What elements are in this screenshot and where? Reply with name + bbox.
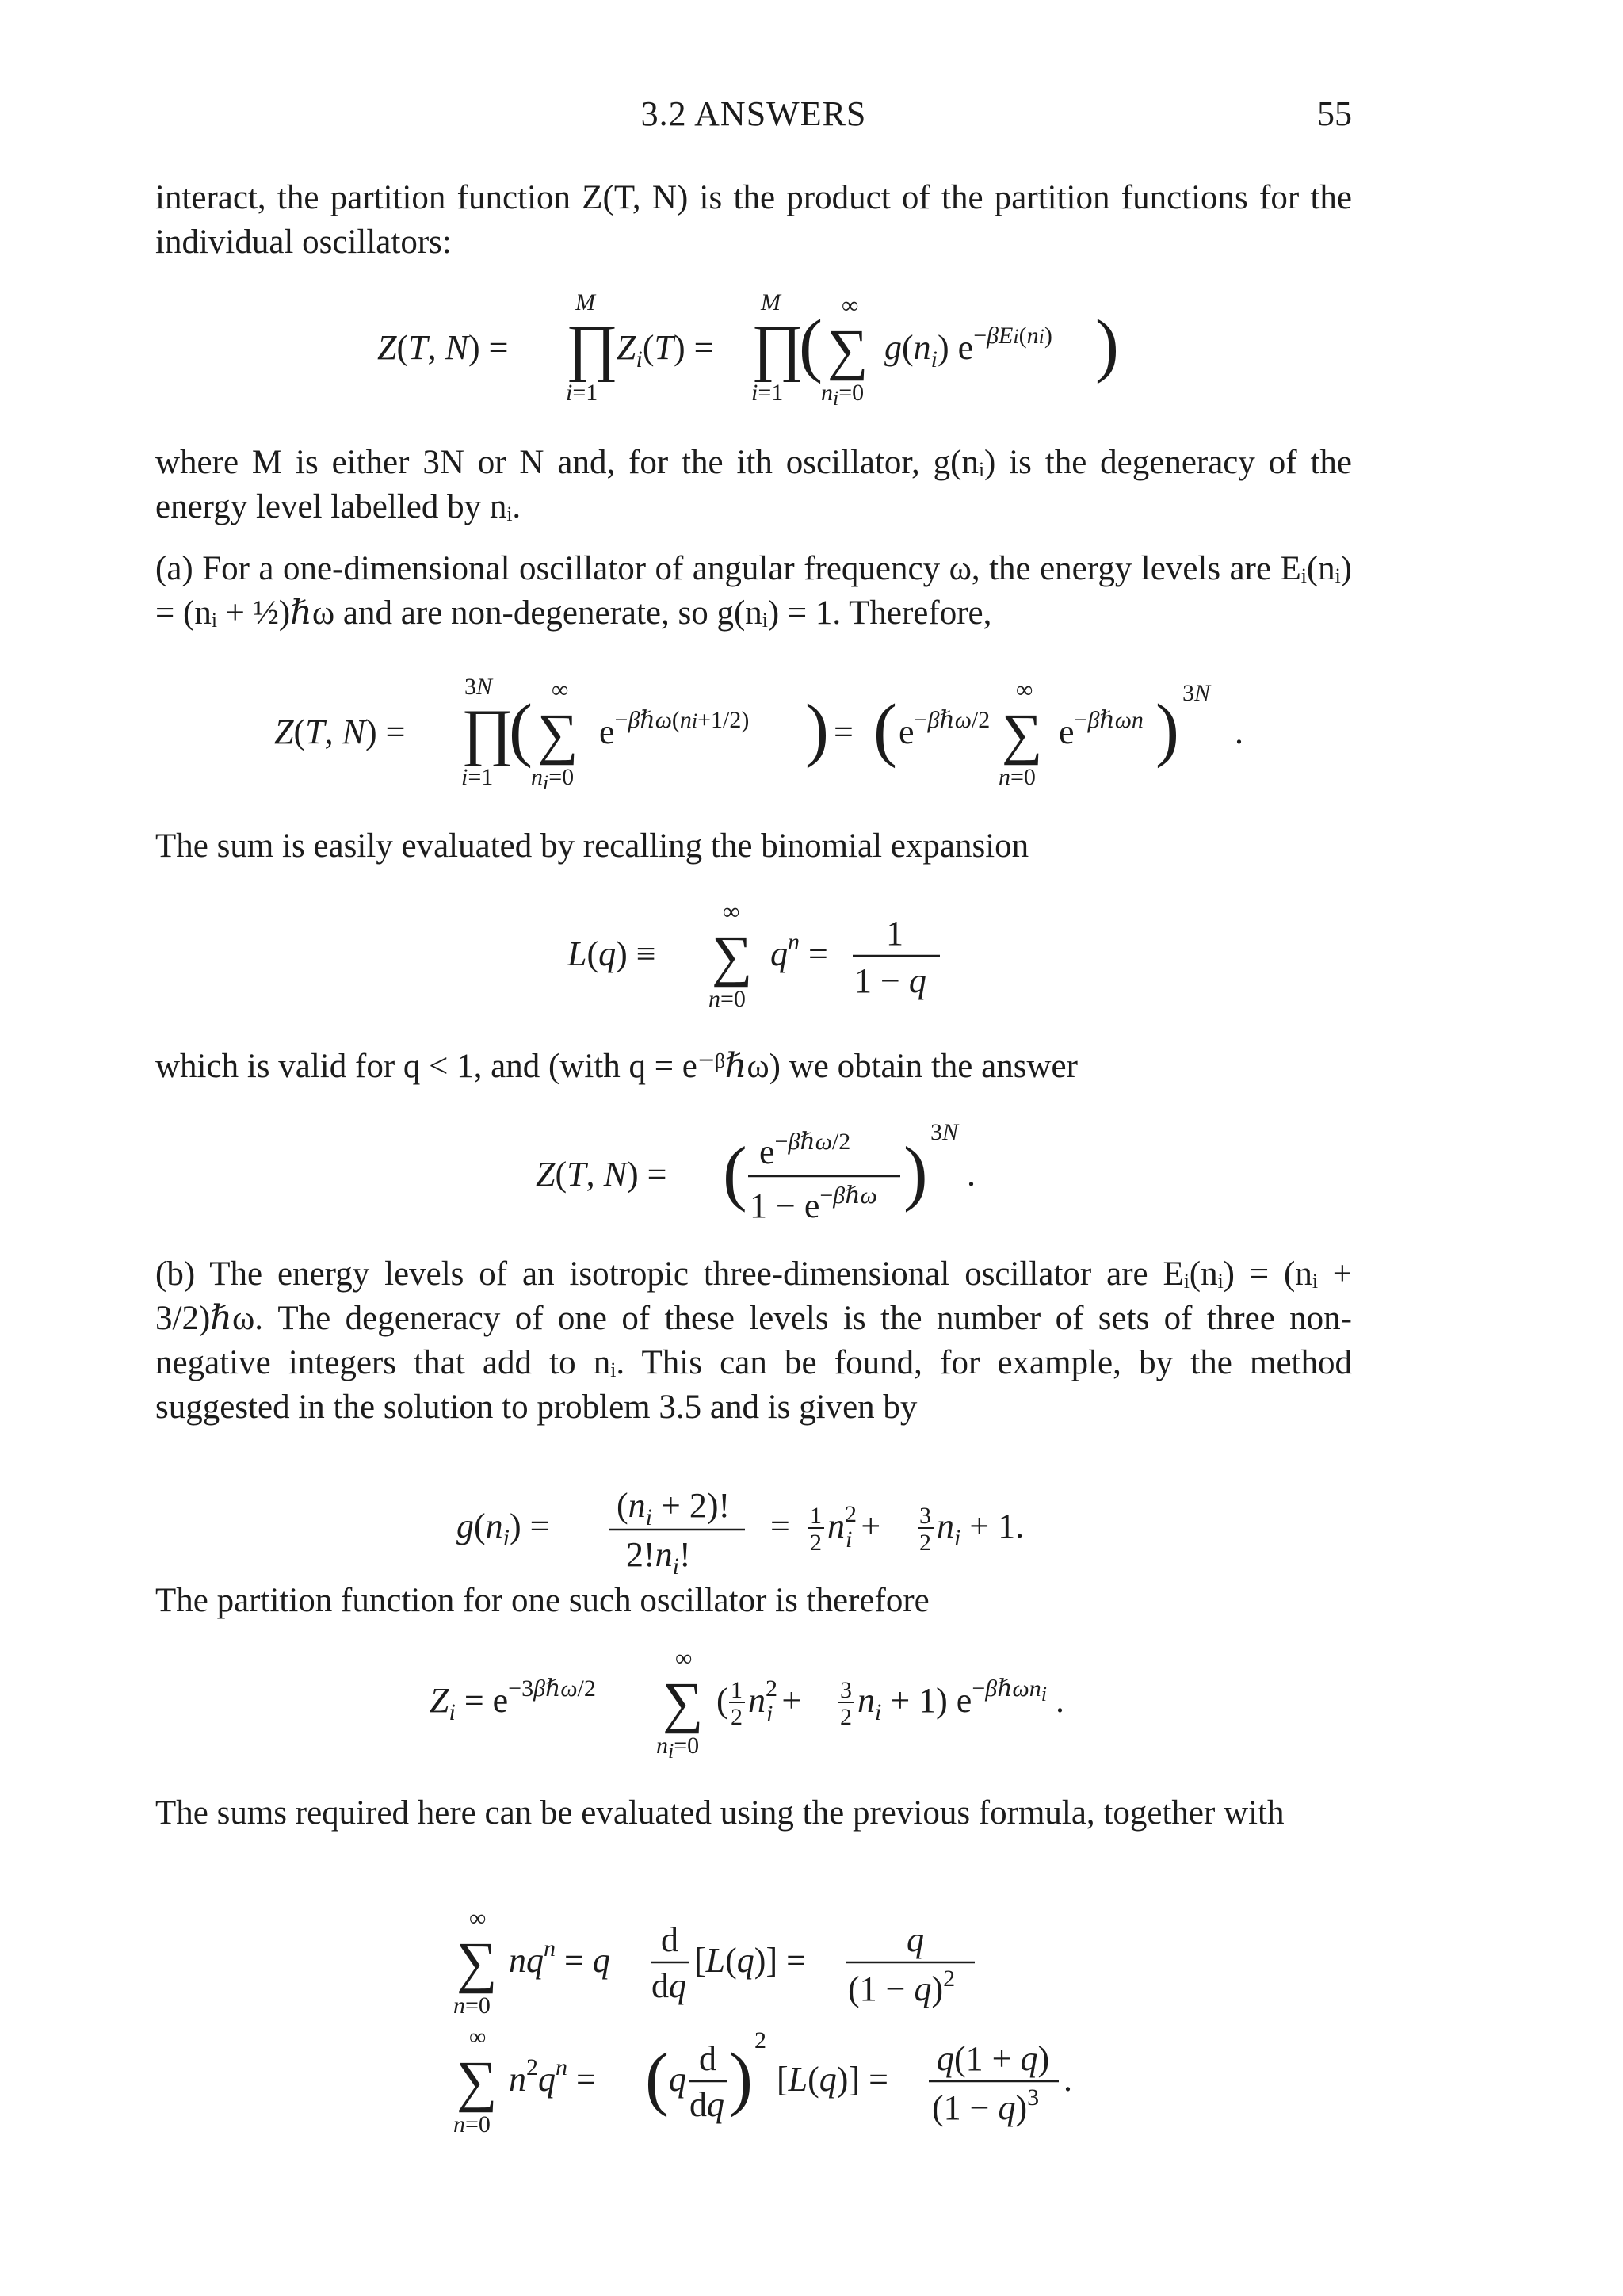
- svg-text:(: (: [509, 690, 533, 769]
- svg-text:g(ni) =: $g(n_i)$ =: [456, 1507, 550, 1551]
- svg-text:∞: ∞: [469, 2024, 487, 2050]
- paragraph-part-b: (b) The energy levels of an isotropic three-dimensional oscillator are Eᵢ(nᵢ) = (nᵢ + 3/2)ℏω. The degeneracy of one of these levels is the number of sets of three non-negative integers that add to nᵢ. This can be found, for example, by the method suggested in the solution to problem 3.5 and is given by: [155, 1255, 1352, 1426]
- svg-text:ni + 1) e−βℏωni .: $n_i + 1$) e−βℏωni .: [857, 1675, 1064, 1725]
- svg-text:q: q: [669, 2060, 686, 2099]
- svg-text:∑: ∑: [456, 2050, 498, 2113]
- svg-text:): ): [805, 690, 829, 769]
- equation-one-dim-partition: [155, 674, 1352, 793]
- svg-text:.: .: [1235, 712, 1243, 751]
- svg-text:Z(T, N) =: Z(T, N) =: [536, 1155, 667, 1194]
- svg-text:n2i +: $n^2$ i +: [827, 1501, 881, 1553]
- equation-second-moment: [155, 2021, 1352, 2148]
- svg-text:ni + 1.: $n_i + 1$.: [937, 1507, 1025, 1551]
- svg-text:∑: ∑: [456, 1931, 498, 1994]
- svg-text:∞: ∞: [723, 899, 740, 925]
- svg-text:2: 2: [840, 1704, 852, 1730]
- svg-text:n=0: n=0: [999, 764, 1036, 790]
- svg-text:e−βℏωn: e−βℏωn: [1059, 707, 1144, 751]
- svg-text:1: 1: [810, 1503, 822, 1529]
- svg-text:1 − q: 1 − q: [854, 961, 926, 1000]
- svg-text:3N: 3N: [1182, 680, 1211, 706]
- svg-text:M: M: [761, 289, 781, 315]
- svg-text:e−βℏω/2: e−βℏω/2: [759, 1129, 851, 1171]
- svg-text:∞: ∞: [552, 677, 569, 703]
- svg-text:=: =: [770, 1507, 790, 1545]
- svg-text:dq: dq: [651, 1966, 686, 2005]
- page-number: 55: [1317, 94, 1352, 133]
- running-head: 3.2 ANSWERS: [640, 94, 867, 133]
- svg-text:2: 2: [731, 1704, 743, 1730]
- svg-text:[L(q)] =: [L(q)] =: [694, 1941, 806, 1980]
- svg-text:Zi = e−3βℏω/2: $Z_i$ = $e^{-3}\beta\hbar\omega/2$: [430, 1675, 596, 1725]
- svg-text:ni=0: ni=0: [656, 1733, 700, 1763]
- svg-text:∏: ∏: [461, 697, 514, 767]
- svg-text:(: (: [716, 1681, 728, 1720]
- svg-text:i=1: i=1: [461, 764, 494, 790]
- svg-text:3: 3: [919, 1503, 931, 1529]
- paragraph-partition-one: The partition function for one such oscillator is therefore: [155, 1582, 930, 1619]
- paragraph-binomial: The sum is easily evaluated by recalling the binomial expansion: [155, 827, 1029, 865]
- page-header: [155, 94, 1352, 141]
- paragraph-intro: interact, the partition function Z(T, N) is the product of the partition functions for the individual oscillators:: [155, 179, 1352, 261]
- svg-text:dq: dq: [689, 2085, 724, 2124]
- svg-text:g(ni) e−βEi(ni): $g(n_i)$ e−βEi(ni): [884, 323, 1052, 372]
- svg-text:(: (: [645, 2039, 669, 2118]
- equation-first-moment: [155, 1902, 1352, 2021]
- svg-text:2!ni!: $2!n_i$!: [626, 1535, 691, 1580]
- svg-text:∑: ∑: [537, 702, 579, 766]
- svg-text:.: .: [967, 1155, 976, 1194]
- svg-text:∑: ∑: [827, 318, 869, 381]
- svg-text:n=0: n=0: [453, 1992, 491, 2019]
- svg-text:n=0: n=0: [708, 986, 746, 1012]
- svg-text:∏: ∏: [566, 313, 618, 383]
- svg-text:2: 2: [810, 1530, 822, 1556]
- svg-text:n=0: n=0: [453, 2111, 491, 2137]
- svg-text:∑: ∑: [712, 924, 753, 988]
- svg-text:2: 2: [919, 1530, 931, 1556]
- svg-text:q: q: [907, 1920, 924, 1959]
- svg-text:n2i +: $n^2$ i +: [748, 1675, 802, 1727]
- svg-text:3: 3: [840, 1677, 852, 1703]
- svg-text:M: M: [575, 289, 595, 315]
- svg-text:q(1 + q): q(1 + q): [937, 2039, 1050, 2078]
- svg-text:=: =: [834, 712, 854, 751]
- svg-text:3N: 3N: [464, 674, 493, 700]
- svg-text:.: .: [1064, 2060, 1072, 2099]
- svg-text:∏: ∏: [751, 313, 804, 383]
- svg-text:Z(T, N) =: Z(T, N) =: [377, 328, 509, 367]
- svg-text:∑: ∑: [663, 1671, 704, 1734]
- svg-text:): ): [1095, 306, 1119, 384]
- svg-text:d: d: [661, 1920, 678, 1959]
- svg-text:(1 − q)2: $(1 - q)^2$: [848, 1966, 956, 2008]
- svg-text:∑: ∑: [1002, 702, 1043, 766]
- svg-text:1 − e−βℏω: 1 − e−βℏω: [750, 1182, 877, 1225]
- paragraph-validity: which is valid for q < 1, and (with q = e⁻ᵝℏω) we obtain the answer: [155, 1048, 1078, 1085]
- svg-text:e−βℏω(ni+1/2): e−βℏω(ni+1/2): [599, 707, 750, 751]
- paragraph-sums: The sums required here can be evaluated using the previous formula, together with: [155, 1794, 1285, 1832]
- svg-text:3N: 3N: [930, 1119, 959, 1145]
- svg-text:qn =: $q^n$ =: [770, 929, 828, 973]
- svg-text:n2qn =: $n^2q^n$ =: [509, 2054, 596, 2099]
- svg-text:i=1: i=1: [566, 380, 598, 406]
- equation-three-dim-partition: [155, 1642, 1352, 1761]
- equation-degeneracy: [155, 1468, 1352, 1587]
- svg-text:): ): [903, 1132, 928, 1213]
- svg-text:nqn = q: $nq^n = q$: [509, 1935, 610, 1980]
- svg-text:Zi(T) =: $Z_i(T)$ =: [617, 328, 714, 372]
- paragraph-degeneracy: where M is either 3N or N and, for the ith oscillator, g(nᵢ) is the degeneracy of the energy level labelled by nᵢ.: [155, 444, 1352, 525]
- svg-text:L(q) ≡: L(q) ≡: [567, 934, 656, 973]
- svg-text:): ): [1155, 690, 1179, 769]
- svg-text:e−βℏω/2: e−βℏω/2: [899, 707, 991, 751]
- svg-text:∞: ∞: [1016, 677, 1033, 703]
- svg-text:(ni + 2)!: $(n_i + 2)$!: [617, 1486, 731, 1530]
- svg-text:ni=0: ni=0: [531, 764, 575, 794]
- svg-text:1: 1: [731, 1677, 743, 1703]
- svg-text:∞: ∞: [469, 1905, 487, 1931]
- svg-text:(: (: [873, 690, 897, 769]
- svg-text:(: (: [799, 306, 823, 384]
- svg-text:d: d: [699, 2039, 716, 2078]
- svg-text:(1 − q)3: $(1 - q)^3$: [932, 2084, 1040, 2127]
- svg-text:): ): [729, 2039, 753, 2118]
- svg-text:ni=0: ni=0: [821, 380, 865, 410]
- paragraph-part-a: (a) For a one-dimensional oscillator of angular frequency ω, the energy levels are Eᵢ(nᵢ) = (nᵢ + ½)ℏω and are non-degenerate, so g(nᵢ) = 1. Therefore,: [155, 550, 1352, 632]
- svg-text:2: 2: [754, 2027, 766, 2053]
- svg-text:Z(T, N) =: Z(T, N) =: [274, 712, 406, 751]
- equation-answer-a: [155, 1113, 1352, 1240]
- equation-partition-product: [155, 289, 1352, 408]
- svg-text:[L(q)] =: [L(q)] =: [777, 2060, 888, 2099]
- svg-text:∞: ∞: [675, 1645, 693, 1671]
- svg-text:1: 1: [886, 914, 903, 953]
- svg-text:i=1: i=1: [751, 380, 784, 406]
- svg-text:∞: ∞: [842, 292, 859, 319]
- equation-binomial-sum: [155, 896, 1352, 1014]
- svg-text:(: (: [723, 1132, 747, 1213]
